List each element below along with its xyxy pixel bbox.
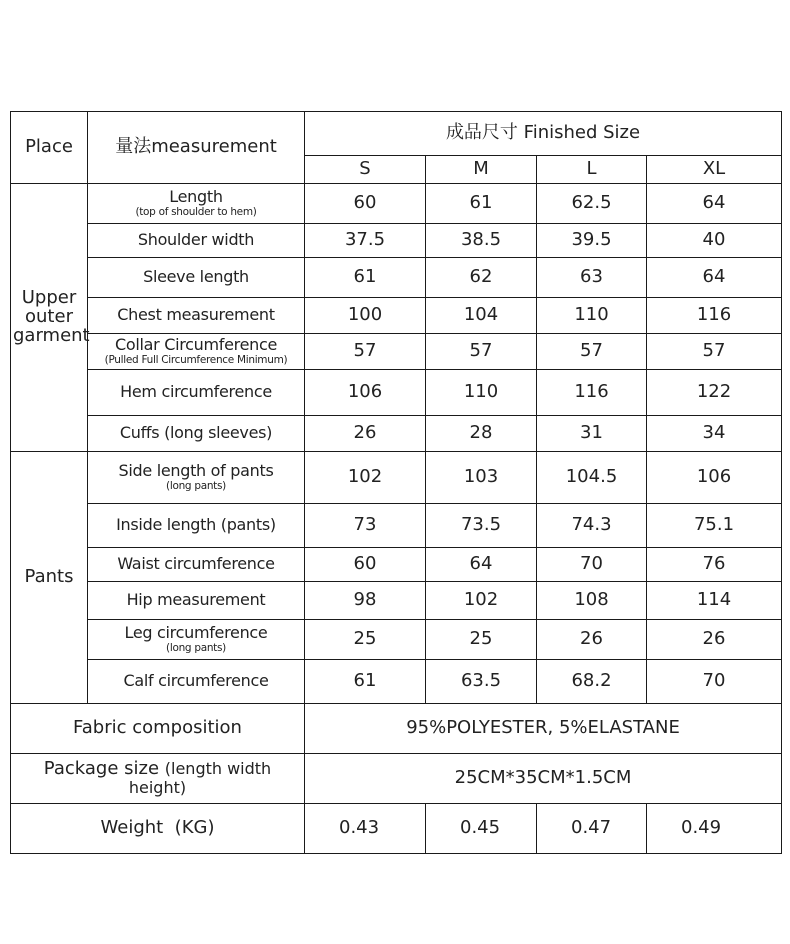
category-upper-outer-garment: Upper outer garment bbox=[11, 184, 88, 452]
category-pants: Pants bbox=[11, 452, 88, 704]
package-row bbox=[11, 754, 782, 804]
size-value: 62 bbox=[426, 258, 537, 298]
measurement-name: Hip measurement bbox=[126, 590, 266, 610]
table-row bbox=[11, 258, 782, 298]
measurement-name: Sleeve length bbox=[143, 267, 249, 287]
size-value: 114 bbox=[647, 582, 782, 620]
measurement-note: (long pants) bbox=[166, 641, 226, 654]
size-value: 75.1 bbox=[647, 504, 782, 548]
size-value: 25 bbox=[305, 620, 426, 660]
measurement-name: Waist circumference bbox=[117, 554, 275, 574]
size-value: 61 bbox=[305, 258, 426, 298]
table-row bbox=[11, 298, 782, 334]
size-value: 110 bbox=[537, 298, 647, 334]
measurement-name: Collar Circumference bbox=[114, 335, 278, 355]
measurement-name: Calf circumference bbox=[123, 671, 269, 691]
measurement-label bbox=[88, 184, 305, 224]
measurement-name: Chest measurement bbox=[117, 305, 275, 325]
size-value: 102 bbox=[305, 452, 426, 504]
measurement-label bbox=[88, 298, 305, 334]
table-row bbox=[11, 548, 782, 582]
measurement-note: (long pants) bbox=[166, 479, 226, 492]
size-value: 98 bbox=[305, 582, 426, 620]
measurement-name: Cuffs (long sleeves) bbox=[119, 423, 273, 443]
table-row bbox=[11, 620, 782, 660]
size-value: 116 bbox=[537, 370, 647, 416]
size-header-m: M bbox=[426, 156, 537, 184]
measurement-note: (top of shoulder to hem) bbox=[135, 205, 257, 218]
size-value: 104.5 bbox=[537, 452, 647, 504]
size-chart-table bbox=[10, 111, 782, 854]
measurement-label bbox=[88, 660, 305, 704]
table-row bbox=[11, 660, 782, 704]
size-value: 63 bbox=[537, 258, 647, 298]
size-value: 74.3 bbox=[537, 504, 647, 548]
finished-size-header: 成品尺寸 Finished Size bbox=[305, 112, 782, 156]
measurement-label bbox=[88, 620, 305, 660]
size-value: 34 bbox=[647, 416, 782, 452]
fabric-row bbox=[11, 704, 782, 754]
table-row bbox=[11, 334, 782, 370]
size-value: 62.5 bbox=[537, 184, 647, 224]
size-value: 103 bbox=[426, 452, 537, 504]
size-value: 122 bbox=[647, 370, 782, 416]
measurement-header: 量法measurement bbox=[88, 112, 305, 184]
size-value: 57 bbox=[537, 334, 647, 370]
size-value: 25 bbox=[426, 620, 537, 660]
size-value: 57 bbox=[647, 334, 782, 370]
size-value: 106 bbox=[305, 370, 426, 416]
size-value: 68.2 bbox=[537, 660, 647, 704]
table-row bbox=[11, 416, 782, 452]
size-value: 26 bbox=[537, 620, 647, 660]
fabric-composition-value: 95%POLYESTER, 5%ELASTANE bbox=[305, 704, 782, 754]
measurement-label bbox=[88, 258, 305, 298]
measurement-label bbox=[88, 334, 305, 370]
size-value: 73.5 bbox=[426, 504, 537, 548]
size-value: 64 bbox=[647, 258, 782, 298]
measurement-name: Shoulder width bbox=[137, 230, 255, 250]
fabric-composition-label: Fabric composition bbox=[11, 704, 305, 754]
size-value: 106 bbox=[647, 452, 782, 504]
size-header-xl: XL bbox=[647, 156, 782, 184]
table-row bbox=[11, 582, 782, 620]
weight-row bbox=[11, 804, 782, 854]
weight-value: 0.49 bbox=[647, 804, 782, 854]
size-value: 31 bbox=[537, 416, 647, 452]
package-size-title: Package size bbox=[43, 757, 160, 779]
weight-label: Weight (KG) bbox=[11, 804, 305, 854]
size-value: 102 bbox=[426, 582, 537, 620]
place-header: Place bbox=[11, 112, 88, 184]
size-value: 76 bbox=[647, 548, 782, 582]
size-value: 38.5 bbox=[426, 224, 537, 258]
weight-value: 0.43 bbox=[305, 804, 426, 854]
size-value: 116 bbox=[647, 298, 782, 334]
measurement-name: Length bbox=[169, 187, 223, 207]
size-value: 61 bbox=[426, 184, 537, 224]
size-value: 63.5 bbox=[426, 660, 537, 704]
measurement-label bbox=[88, 504, 305, 548]
size-value: 64 bbox=[647, 184, 782, 224]
table-row bbox=[11, 184, 782, 224]
size-value: 26 bbox=[647, 620, 782, 660]
size-value: 39.5 bbox=[537, 224, 647, 258]
size-header-s: S bbox=[305, 156, 426, 184]
measurement-label bbox=[88, 582, 305, 620]
measurement-name: Hem circumference bbox=[120, 382, 272, 402]
measurement-label bbox=[88, 416, 305, 452]
size-value: 104 bbox=[426, 298, 537, 334]
size-value: 70 bbox=[647, 660, 782, 704]
table-row bbox=[11, 504, 782, 548]
size-header-l: L bbox=[537, 156, 647, 184]
size-value: 60 bbox=[305, 548, 426, 582]
size-value: 57 bbox=[426, 334, 537, 370]
package-size-label bbox=[11, 754, 305, 804]
weight-value: 0.45 bbox=[426, 804, 537, 854]
size-value: 40 bbox=[647, 224, 782, 258]
package-size-value: 25CM*35CM*1.5CM bbox=[305, 754, 782, 804]
size-value: 61 bbox=[305, 660, 426, 704]
package-size-dimensions-note: (length width height) bbox=[128, 758, 272, 797]
size-value: 70 bbox=[537, 548, 647, 582]
size-value: 26 bbox=[305, 416, 426, 452]
size-value: 28 bbox=[426, 416, 537, 452]
weight-value: 0.47 bbox=[537, 804, 647, 854]
size-value: 73 bbox=[305, 504, 426, 548]
table-row bbox=[11, 370, 782, 416]
measurement-name: Leg circumference bbox=[124, 623, 268, 643]
size-value: 100 bbox=[305, 298, 426, 334]
size-value: 60 bbox=[305, 184, 426, 224]
measurement-label bbox=[88, 370, 305, 416]
size-value: 37.5 bbox=[305, 224, 426, 258]
measurement-note: (Pulled Full Circumference Minimum) bbox=[104, 353, 288, 366]
table-row bbox=[11, 224, 782, 258]
measurement-name: Inside length (pants) bbox=[116, 515, 276, 535]
size-value: 64 bbox=[426, 548, 537, 582]
measurement-label bbox=[88, 452, 305, 504]
size-value: 110 bbox=[426, 370, 537, 416]
measurement-label bbox=[88, 224, 305, 258]
size-value: 57 bbox=[305, 334, 426, 370]
table-row bbox=[11, 452, 782, 504]
measurement-name: Side length of pants bbox=[118, 461, 274, 481]
measurement-label bbox=[88, 548, 305, 582]
size-value: 108 bbox=[537, 582, 647, 620]
